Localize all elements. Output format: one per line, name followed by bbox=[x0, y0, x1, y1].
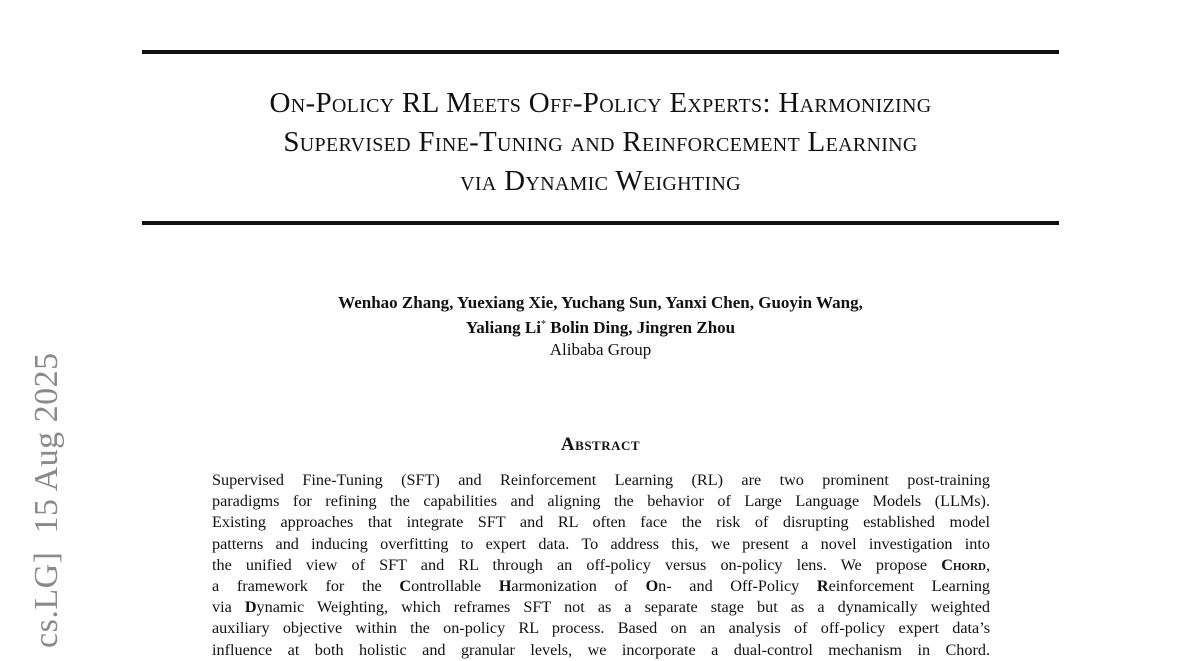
acronym-letter: R bbox=[816, 576, 829, 595]
authors-line-1: Wenhao Zhang, Yuexiang Xie, Yuchang Sun, Yanxi Chen, Guoyin Wang, bbox=[338, 293, 863, 312]
author-name: Yaliang Li bbox=[465, 318, 541, 337]
authors-line-2 bbox=[142, 314, 1059, 339]
abstract-line bbox=[212, 597, 990, 618]
abstract-text: ynamic Weighting, which reframes SFT not as a separate stage but as a dynamically weighted bbox=[256, 598, 990, 617]
title-rule-top bbox=[142, 50, 1059, 54]
corresponding-author-mark: * bbox=[541, 319, 546, 330]
acronym-letter: H bbox=[498, 576, 512, 595]
abstract-line: influence at both holistic and granular levels, we incorporate a dual-control mechanism in Chord. bbox=[212, 640, 990, 659]
abstract-text: einforcement Learning bbox=[828, 576, 991, 595]
abstract-line: paradigms for refining the capabilities and aligning the behavior of Large Language Models (LLMs). bbox=[212, 492, 990, 511]
abstract-text: n- and Off-Policy bbox=[658, 576, 817, 595]
abstract-text: armonization of bbox=[511, 576, 646, 595]
acronym-letter: D bbox=[244, 598, 257, 617]
acronym-letter: C bbox=[399, 576, 412, 595]
abstract-line: patterns and inducing overfitting to expert data. To address this, we present a novel investigation into bbox=[212, 534, 990, 553]
abstract-text: via bbox=[212, 598, 245, 617]
acronym-letter: O bbox=[645, 576, 659, 595]
title-line: Supervised Fine-Tuning and Reinforcement Learning bbox=[283, 126, 918, 158]
abstract-line: auxiliary objective within the on-policy RL process. Based on an analysis of off-policy expert data’s bbox=[212, 619, 990, 638]
abstract-text: the unified view of SFT and RL through an off-policy versus on-policy lens. We propose bbox=[212, 555, 928, 574]
abstract-line bbox=[212, 576, 990, 597]
paper-title bbox=[142, 84, 1059, 201]
title-line: via Dynamic Weighting bbox=[460, 165, 741, 197]
abstract-line: Existing approaches that integrate SFT and RL often face the risk of disrupting established model bbox=[212, 513, 990, 532]
abstract-line: the unified view of SFT and RL through an off-policy versus on-policy lens. We propose Chord, bbox=[212, 555, 991, 574]
abstract-line: Supervised Fine-Tuning (SFT) and Reinforcement Learning (RL) are two prominent post-training bbox=[212, 471, 990, 489]
abstract-text: a framework for the bbox=[212, 576, 400, 595]
authors-line-2-rest: Bolin Ding, Jingren Zhou bbox=[546, 318, 736, 337]
method-name: Chord bbox=[941, 555, 986, 574]
author-block bbox=[142, 292, 1059, 361]
abstract-text: ontrollable bbox=[411, 576, 499, 595]
abstract-heading: Abstract bbox=[560, 434, 641, 455]
arxiv-sidebar-stamp bbox=[28, 352, 66, 648]
arxiv-date: 15 Aug 2025 bbox=[28, 352, 65, 534]
affiliation: Alibaba Group bbox=[549, 340, 652, 359]
title-rule-bottom bbox=[142, 221, 1059, 225]
abstract-body bbox=[212, 470, 990, 661]
title-line: On-Policy RL Meets Off-Policy Experts: Harmonizing bbox=[269, 87, 932, 119]
arxiv-category: cs.LG] bbox=[28, 551, 65, 648]
